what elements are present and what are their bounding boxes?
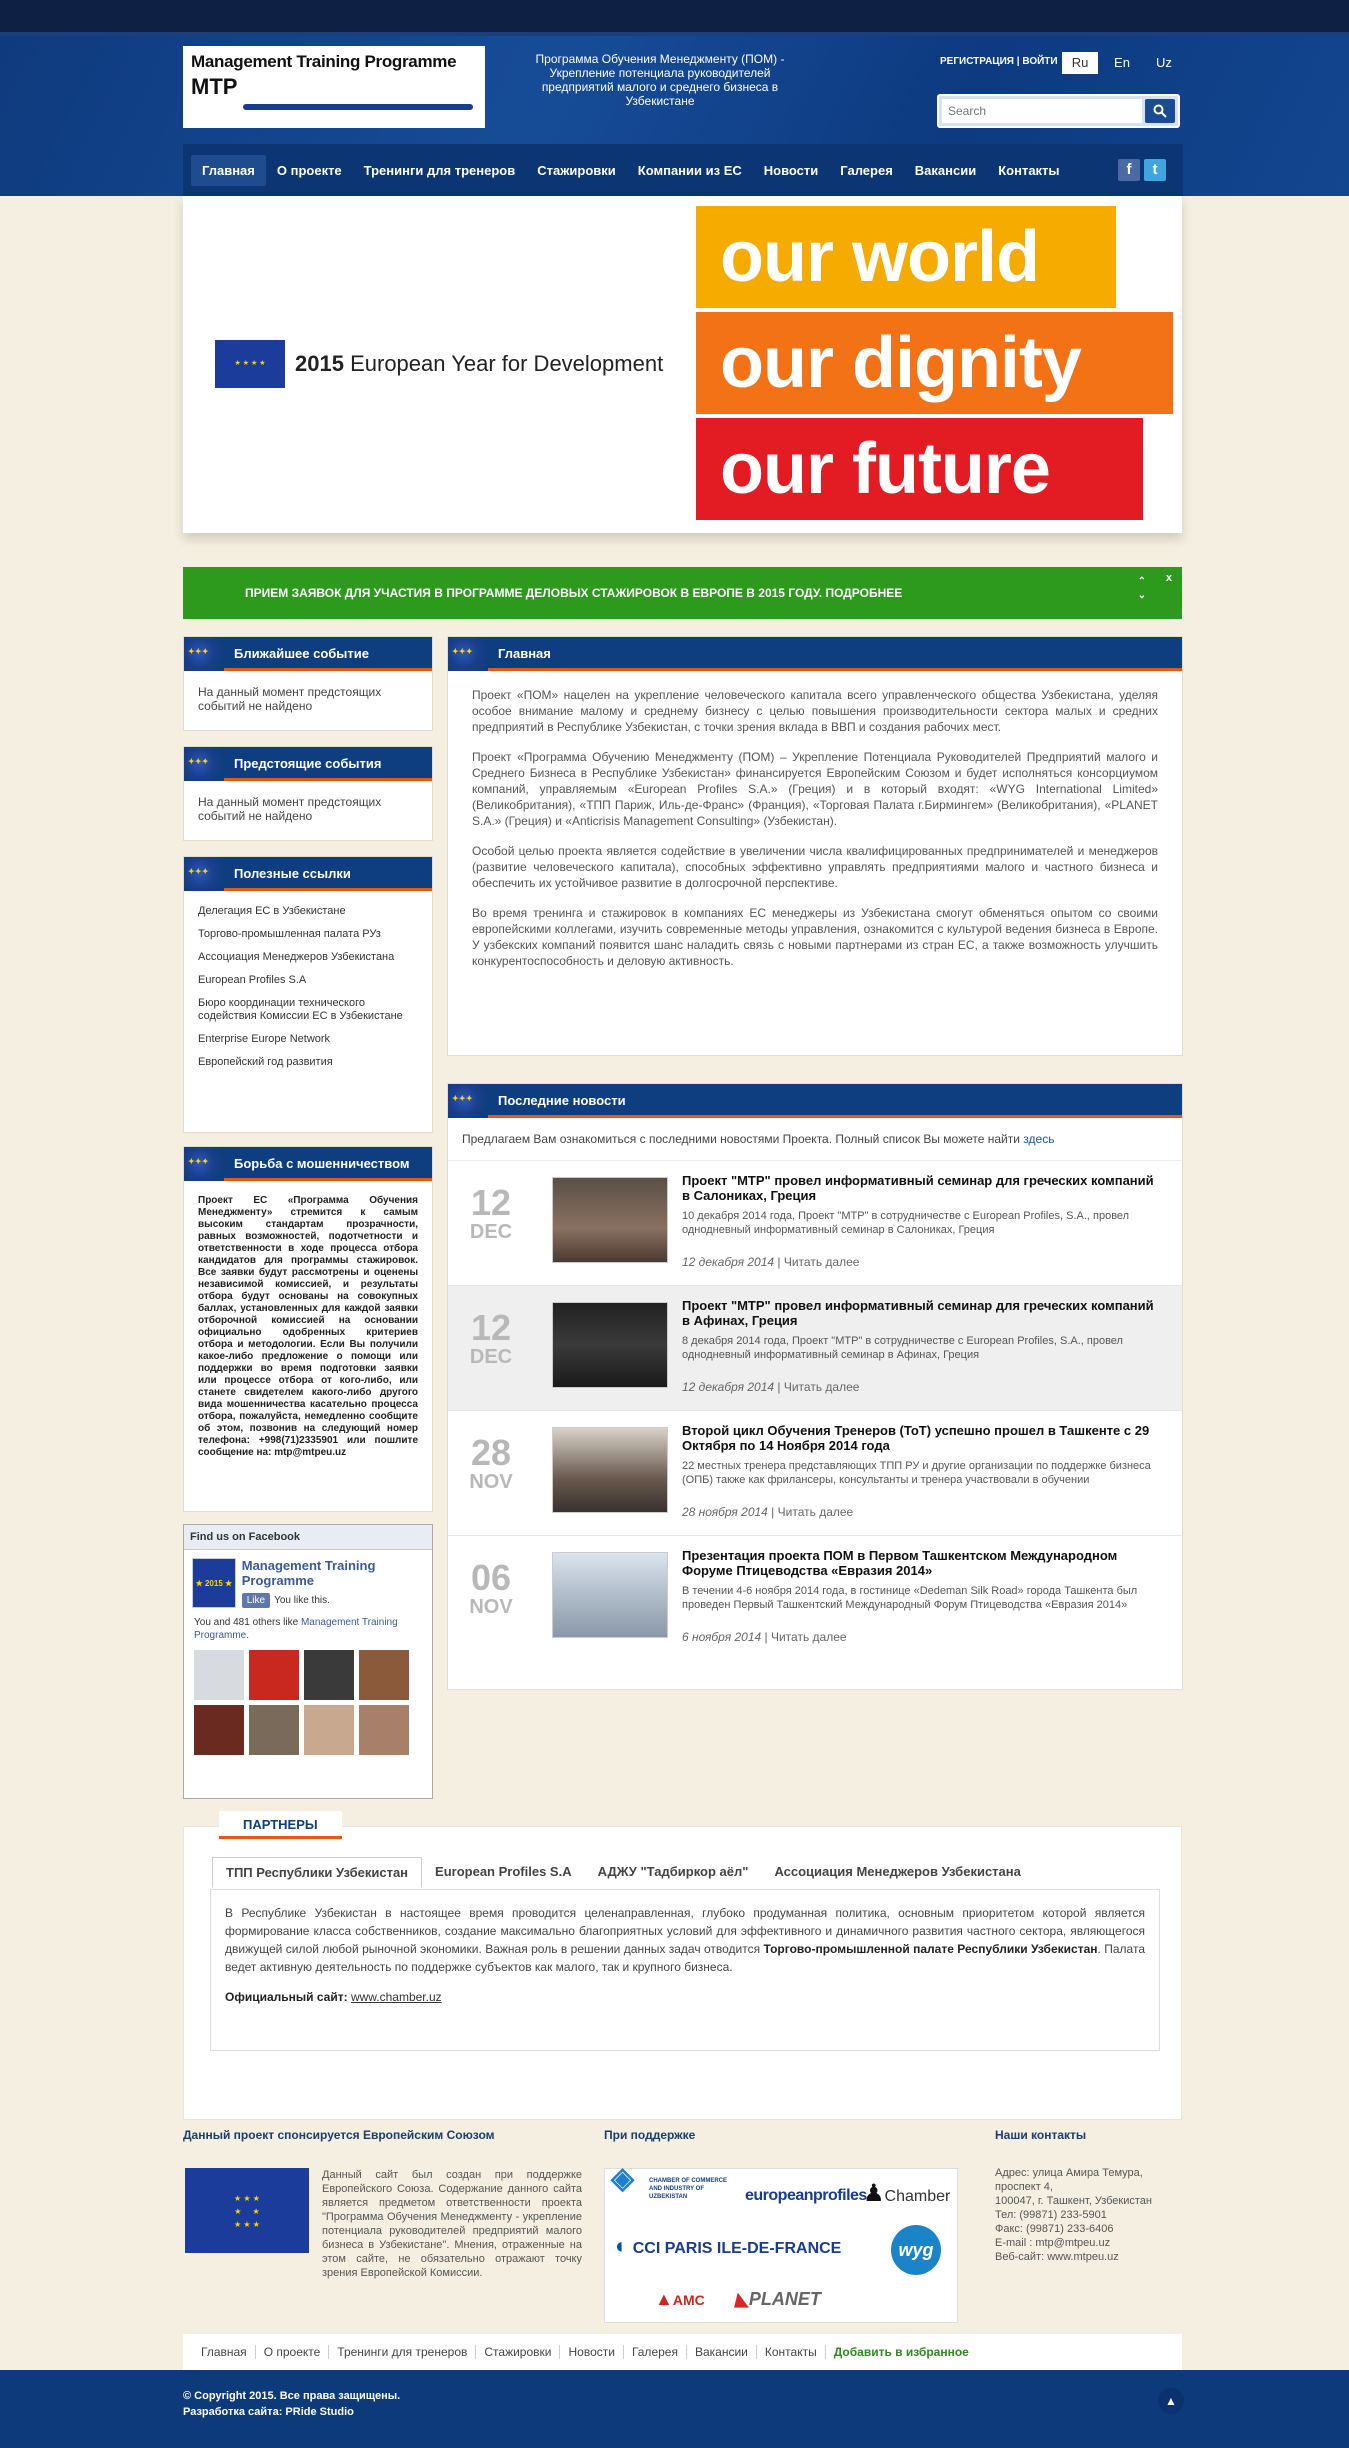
- fraud-box: [183, 1146, 433, 1512]
- partners-site-link[interactable]: www.chamber.uz: [350, 1990, 442, 2004]
- nav-news[interactable]: Новости: [763, 162, 819, 178]
- search-input[interactable]: [942, 99, 1142, 123]
- eu-year-badge: [215, 340, 663, 388]
- facebook-widget: [183, 1524, 433, 1799]
- news-title[interactable]: Проект "MTP" провел информативный семинар для греческих компаний в Салониках, Греция: [682, 1173, 1154, 1203]
- link-eu-delegation[interactable]: Делегация ЕС в Узбекистане: [198, 905, 346, 917]
- main-paragraph: Во время тренинга и стажировок в компаниях ЕС менеджеры из Узбекистана смогут обменяться опытом со своими европейскими коллегами, изучить современные методы управления, ознакомится с культурой ведения бизнеса в Европе. У узбекских компаний появится шанс наладить связь с новыми партнерами из стран ЕС, а также возможность улучшить конкурентоспособность и деловую активность.: [472, 906, 1158, 968]
- footer-link-internships[interactable]: Стажировки: [476, 2345, 560, 2359]
- avatar[interactable]: [359, 1705, 409, 1755]
- fb-count: You and 481 others like Management Training Programme.: [194, 1617, 398, 1641]
- fb-count-link[interactable]: Management Training Programme: [194, 1617, 398, 1641]
- box-header: [184, 857, 432, 891]
- contact-phone: Тел: (99871) 233-5901: [995, 2209, 1107, 2221]
- nav-home[interactable]: Главная: [191, 155, 266, 186]
- box-text: На данный момент предстоящих событий не найдено: [198, 685, 382, 713]
- fb-page-thumb[interactable]: ★ 2015 ★: [192, 1558, 236, 1608]
- contacts-title: Наши контакты: [995, 2128, 1087, 2142]
- box-header: [184, 747, 432, 781]
- sponsor-text: Данный сайт был создан при поддержке Европейского Союза. Содержание данного сайта является предметом ответственности проекта "Программа Обучения Менеджменту - укрепление потенциала руководителей предприятий малого бизнеса в Узбекистане". Мнения, отраженные на этом сайте, не обязательно отражают точку зрения Европейской Комиссии.: [322, 2169, 582, 2279]
- box-header: [448, 637, 1182, 671]
- main-nav: [183, 144, 1183, 196]
- main-paragraph: Проект «Программа Обучению Менеджменту (ПОМ) – Укрепление Потенциала Руководителей Предприятий малого и Среднего Бизнеса в Республике Узбекистан» финансируется Европейским Союзом и будет исполняться консорциумом компаний, управляемым «European Profiles S.A.» (Греция) и в который входят: «WYG International Limited» (Великобритания), «ТПП Париж, Иль-де-Франс» (Франция), «Торговая Палата г.Бирмингем» (Великобритания), «PLANET S.A.» (Греция) и «Anticrisis Management Consulting» (Узбекистан).: [472, 750, 1158, 828]
- european-profiles-logo[interactable]: europeanprofiles: [745, 2187, 867, 2204]
- eu-flag-icon: [184, 1147, 224, 1181]
- contact-fax: Факс: (99871) 233-6406: [995, 2223, 1114, 2235]
- support-title: При поддержке: [604, 2128, 696, 2142]
- news-image[interactable]: [552, 1427, 668, 1513]
- login-link[interactable]: ВОЙТИ: [1022, 56, 1058, 67]
- nav-tot[interactable]: Тренинги для тренеров: [363, 162, 516, 178]
- news-meta: 12 декабря 2014 | Читать далее: [682, 1255, 860, 1269]
- search-button[interactable]: [1145, 99, 1175, 123]
- box-title: Борьба с мошенничеством: [234, 1156, 410, 1171]
- news-date: 12 DEC: [469, 1182, 513, 1243]
- chevron-up-icon[interactable]: ⌃: [1137, 576, 1146, 587]
- footer-link-home[interactable]: Главная: [193, 2345, 256, 2359]
- footer-link-contacts[interactable]: Контакты: [757, 2345, 826, 2359]
- news-meta: 6 ноября 2014 | Читать далее: [682, 1630, 847, 1644]
- link-een[interactable]: Enterprise Europe Network: [198, 1033, 331, 1045]
- box-title: Главная: [498, 646, 551, 661]
- eu-flag-icon: ★ ★ ★ ★: [215, 340, 285, 388]
- lang-ru[interactable]: Ru: [1062, 52, 1098, 74]
- site-logo[interactable]: [183, 46, 485, 128]
- contact-email[interactable]: E-mail : mtp@mtpeu.uz: [995, 2237, 1111, 2249]
- box-text: На данный момент предстоящих событий не найдено: [198, 795, 382, 823]
- eu-flag-icon: [184, 857, 224, 891]
- news-date: 06 NOV: [469, 1557, 513, 1618]
- news-text: 22 местных тренера представляющих ТПП РУ и другие организации по поддержке бизнеса (ОПБ) также как фрилансеры, консультанты и тренера участвовали в обучении: [682, 1460, 1151, 1486]
- news-text: 10 декабря 2014 года, Проект "MTP" в сотрудничестве с European Profiles, S.A., провел однодневный информативный семинар в Салониках, Греция: [682, 1210, 1130, 1236]
- chevron-down-icon[interactable]: ⌄: [1137, 590, 1146, 601]
- main-paragraph: Проект «ПОМ» нацелен на укрепление человеческого капитала всего управленческого общества Узбекистана, уделяя особое внимание малому и среднему бизнесу с целью повышения производительности сектора малых и средних предприятий в Республике Узбекистан, с точки зрения вклада в ВВП и создания рабочих мест.: [472, 688, 1158, 734]
- bcc-logo[interactable]: ♟Chamber: [863, 2180, 951, 2207]
- notice-arrows[interactable]: [1138, 575, 1146, 603]
- read-more-link[interactable]: Читать далее: [783, 1255, 860, 1269]
- nav-internships[interactable]: Стажировки: [537, 162, 616, 178]
- news-item[interactable]: [448, 1286, 1182, 1411]
- fb-header: Find us on Facebook: [184, 1525, 432, 1550]
- main-paragraph: Особой целью проекта является содействие в увеличении числа квалифицированных предпринимателей и менеджеров (развитие человеческого капитала), способных эффективно управлять предприятиями малого и частного бизнеса и обеспечить их устойчивое развитие в долгосрочной перспективе.: [472, 844, 1158, 890]
- link-eu-year[interactable]: Европейский год развития: [198, 1056, 333, 1068]
- facebook-icon[interactable]: f: [1118, 159, 1140, 181]
- year-text: European Year for Development: [350, 351, 664, 376]
- news-image[interactable]: [552, 1177, 668, 1263]
- news-item[interactable]: [448, 1536, 1182, 1661]
- partners-title: ПАРТНЕРЫ: [219, 1811, 342, 1839]
- avatar[interactable]: [194, 1705, 244, 1755]
- lang-uz[interactable]: Uz: [1156, 55, 1172, 70]
- notice-bar[interactable]: [183, 567, 1182, 619]
- contact-website[interactable]: Веб-сайт: www.mtpeu.uz: [995, 2251, 1119, 2263]
- news-meta: 12 декабря 2014 | Читать далее: [682, 1380, 860, 1394]
- useful-links-box: [183, 856, 433, 1133]
- tab-european-profiles[interactable]: European Profiles S.A: [435, 1864, 572, 1879]
- eu-flag-icon: [448, 1084, 488, 1118]
- box-title: Полезные ссылки: [234, 866, 351, 881]
- nearest-event-box: [183, 636, 433, 731]
- wyg-logo[interactable]: wyg: [891, 2225, 941, 2275]
- fb-faces: [184, 1642, 432, 1763]
- nav-vacancies[interactable]: Вакансии: [914, 162, 977, 178]
- box-header: [448, 1084, 1182, 1118]
- box-title: Предстоящие события: [234, 756, 382, 771]
- nav-about[interactable]: О проекте: [276, 162, 342, 178]
- box-header: [184, 637, 432, 671]
- scroll-top-icon[interactable]: ▲: [1158, 2388, 1184, 2414]
- main-text: [448, 671, 1182, 999]
- site-tagline: Программа Обучения Менеджменту (ПОМ) - Укрепление потенциала руководителей предприятий малого и среднего бизнеса в Узбекистане: [535, 52, 785, 108]
- footer-links: [183, 2334, 1182, 2370]
- copyright: © Copyright 2015. Все права защищены.: [183, 2390, 401, 2402]
- fraud-text: Проект ЕС «Программа Обучения Менеджменту» стремится к самым высоким стандартам прозрачности, равных возможностей, подотчетности и ответственности в ходе процесса отбора кандидатов для программы стажировок. Все заявки будут рассмотрены и оценены независимой комиссией, и результаты отбора будут основаны на совокупных баллах, установленных для каждой заявки отборочной комиссией на основании официально одобренных критериев отбора и методологии. Если Вы получили какое-либо предложение о помощи или поддержки во время подготовки заявки или процессе отбора от кого-либо, или станете свидетелем какого-либо другого вида мошенничества касательно процесса отбора, пожалуйста, немедленно сообщите об этом, позвонив на следующий номер телефона: +998(71)2335901 или пошлите сообщение на: mtp@mtpeu.uz: [198, 1195, 418, 1458]
- partners-tabs: [212, 1857, 1034, 1888]
- tab-chamber[interactable]: ТПП Республики Узбекистан: [212, 1857, 422, 1888]
- link-chamber[interactable]: Торгово-промышленная палата РУз: [198, 928, 381, 940]
- year-number: 2015: [295, 351, 344, 376]
- logo-line2: MTP: [191, 74, 238, 99]
- main-content-box: [447, 636, 1183, 1056]
- eu-flag-icon: [448, 637, 488, 671]
- partners-text: В Республике Узбекистан в настоящее время проводится целенаправленная, глубоко продуманная политика, основным приоритетом которой является формирование класса собственников, создание максимально благоприятных условий для эффективного и динамичного развития частного сектора, являющегося движущей силой любой рыночной экономики. Важная роль в решении данных задач отводится Торгово-промышленной палате Республики Узбекистан. Палата ведет активную деятельность по поддержке субъектов как малого, так и крупного бизнеса.: [225, 1906, 1145, 1974]
- read-more-link[interactable]: Читать далее: [777, 1505, 854, 1519]
- avatar[interactable]: [359, 1650, 409, 1700]
- hero-banner[interactable]: [183, 196, 1182, 533]
- news-title[interactable]: Проект "MTP" провел информативный семинар для греческих компаний в Афинах, Греция: [682, 1298, 1154, 1328]
- news-image[interactable]: [552, 1552, 668, 1638]
- partners-body: [210, 1889, 1160, 2051]
- register-link[interactable]: РЕГИСТРАЦИЯ: [940, 56, 1014, 67]
- ccu-logo[interactable]: ◈ CHAMBER OF COMMERCE AND INDUSTRY OF UZBEKISTAN: [611, 2162, 727, 2200]
- read-more-link[interactable]: Читать далее: [783, 1380, 860, 1394]
- fb-page: [184, 1550, 432, 1616]
- link-coordination-bureau[interactable]: Бюро координации технического содействия Комиссии ЕС в Узбекистане: [198, 997, 403, 1022]
- sponsor-title: Данный проект спонсируется Европейским Союзом: [183, 2128, 495, 2142]
- eu-flag-icon: ★ ★ ★ ★ ★ ★ ★ ★: [185, 2168, 309, 2253]
- nav-gallery[interactable]: Галерея: [840, 162, 893, 178]
- contact-address: 100047, г. Ташкент, Узбекистан: [995, 2195, 1152, 2207]
- tab-managers-assoc[interactable]: Ассоциация Менеджеров Узбекистана: [774, 1864, 1021, 1879]
- nav-contacts[interactable]: Контакты: [998, 162, 1060, 178]
- footer-link-tot[interactable]: Тренинги для тренеров: [329, 2345, 476, 2359]
- add-favorites-link[interactable]: Добавить в избранное: [833, 2345, 969, 2359]
- footer-link-news[interactable]: Новости: [560, 2345, 623, 2359]
- eu-flag-icon: [184, 747, 224, 781]
- auth-links: РЕГИСТРАЦИЯ | ВОЙТИ: [940, 56, 1058, 67]
- link-european-profiles[interactable]: European Profiles S.A: [198, 974, 307, 986]
- contacts-block: [995, 2166, 1185, 2264]
- banner-line2: our dignity: [696, 312, 1173, 414]
- news-all-link[interactable]: здесь: [1023, 1132, 1055, 1146]
- upcoming-events-box: [183, 746, 433, 841]
- lang-en[interactable]: En: [1114, 55, 1130, 70]
- search-box: [937, 94, 1180, 128]
- partners-section: [183, 1817, 1182, 2120]
- read-more-link[interactable]: Читать далее: [770, 1630, 847, 1644]
- link-managers-assoc[interactable]: Ассоциация Менеджеров Узбекистана: [198, 951, 395, 963]
- news-intro: Предлагаем Вам ознакомиться с последними новостями Проекта. Полный список Вы можете найти здесь: [448, 1118, 1182, 1161]
- avatar[interactable]: [249, 1705, 299, 1755]
- news-box: [447, 1083, 1183, 1690]
- amc-logo[interactable]: ▲AMC: [655, 2289, 705, 2309]
- notice-text: ПРИЕМ ЗАЯВОК ДЛЯ УЧАСТИЯ В ПРОГРАММЕ ДЕЛОВЫХ СТАЖИРОВОК В ЕВРОПЕ В 2015 ГОДУ. ПОДРОБНЕЕ: [245, 586, 903, 600]
- box-title: Последние новости: [498, 1093, 626, 1108]
- nav-eu-companies[interactable]: Компании из ЕС: [637, 162, 742, 178]
- footer-link-gallery[interactable]: Галерея: [624, 2345, 687, 2359]
- top-strip: [0, 0, 1349, 36]
- search-icon: [1153, 104, 1167, 118]
- box-header: [184, 1147, 432, 1181]
- cci-paris-logo[interactable]: ◐ CCI PARIS ILE-DE-FRANCE: [615, 2233, 842, 2258]
- fb-like-button[interactable]: Like: [242, 1593, 270, 1608]
- developer-credit: Разработка сайта: PRide Studio: [183, 2406, 354, 2418]
- news-date: 12 DEC: [469, 1307, 513, 1368]
- news-title[interactable]: Презентация проекта ПОМ в Первом Ташкентском Международном Форуме Птицеводства «Евразия 2014»: [682, 1548, 1118, 1578]
- partner-logos: [604, 2162, 958, 2323]
- contact-address: проспект 4,: [995, 2181, 1053, 2193]
- footer-link-vacancies[interactable]: Вакансии: [687, 2345, 757, 2359]
- fb-page-name[interactable]: Management Training Programme: [241, 1558, 376, 1588]
- avatar[interactable]: [249, 1650, 299, 1700]
- logo-swoosh: [243, 104, 473, 110]
- banner-line1: our world: [696, 206, 1116, 308]
- news-image[interactable]: [552, 1302, 668, 1388]
- partners-site: Официальный сайт: www.chamber.uz: [225, 1990, 442, 2004]
- useful-links: [184, 891, 432, 1093]
- footer: [0, 2370, 1349, 2448]
- banner-line3: our future: [696, 418, 1143, 520]
- news-text: 8 декабря 2014 года, Проект "MTP" в сотрудничестве с European Profiles, S.A., провел однодневный информативный семинар в Афинах, Греция: [682, 1335, 1123, 1361]
- box-title: Ближайшее событие: [234, 646, 369, 661]
- avatar[interactable]: [304, 1650, 354, 1700]
- eu-flag-icon: [184, 637, 224, 671]
- footer-link-about[interactable]: О проекте: [256, 2345, 330, 2359]
- avatar[interactable]: [304, 1705, 354, 1755]
- fb-you-like: You like this.: [274, 1595, 330, 1606]
- news-item[interactable]: [448, 1411, 1182, 1536]
- logo-line1: Management Training Programme: [191, 52, 457, 71]
- contact-address: Адрес: улица Амира Темура,: [995, 2167, 1143, 2179]
- news-date: 28 NOV: [469, 1432, 513, 1493]
- close-icon[interactable]: x: [1165, 572, 1172, 584]
- news-item[interactable]: [448, 1161, 1182, 1286]
- news-text: В течении 4-6 ноября 2014 года, в гостинице «Dedeman Silk Road» города Ташкента был проведен Первый Ташкентский Международный Форум Птицеводства «Евразия 2014»: [682, 1585, 1138, 1611]
- language-switcher: [1062, 52, 1182, 74]
- planet-logo[interactable]: ◣PLANET: [735, 2289, 821, 2309]
- tab-tadbirkor[interactable]: АДЖУ "Тадбиркор аёл": [597, 1864, 749, 1879]
- avatar[interactable]: [194, 1650, 244, 1700]
- news-meta: 28 ноября 2014 | Читать далее: [682, 1505, 854, 1519]
- twitter-icon[interactable]: t: [1144, 159, 1166, 181]
- news-title[interactable]: Второй цикл Обучения Тренеров (ToT) успешно прошел в Ташкенте с 29 Октября по 14 Ноября 2014 года: [682, 1423, 1150, 1453]
